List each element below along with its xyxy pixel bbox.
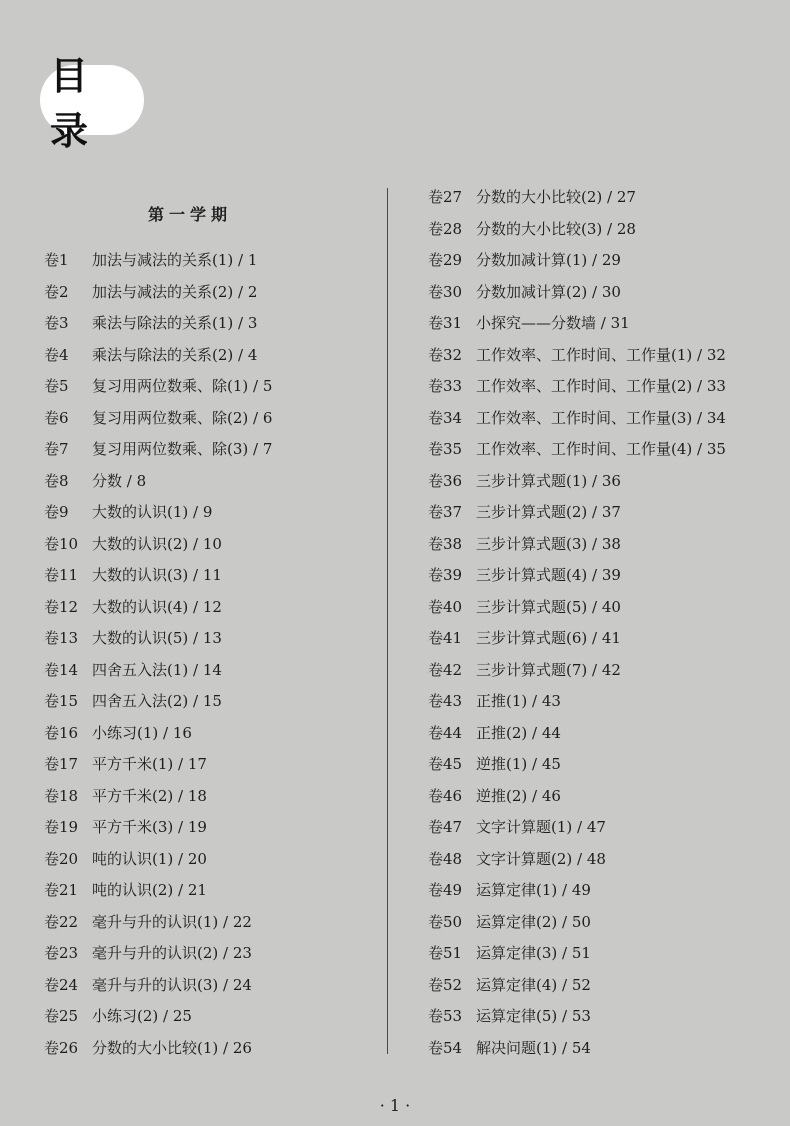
toc-entry-title: 大数的认识(3) / 11 bbox=[92, 566, 222, 584]
toc-entry-number: 卷11 bbox=[44, 566, 79, 584]
toc-entry bbox=[428, 1006, 726, 1038]
toc-entry bbox=[428, 880, 726, 912]
toc-entry bbox=[428, 817, 726, 849]
toc-entry-number: 卷40 bbox=[428, 597, 463, 616]
toc-entry-title: 平方千米(3) / 19 bbox=[92, 818, 207, 836]
toc-entry-title: 运算定律(5) / 53 bbox=[476, 1007, 591, 1025]
toc-entry-title: 吨的认识(2) / 21 bbox=[92, 881, 207, 899]
toc-entry-number: 卷36 bbox=[428, 471, 463, 490]
toc-entry bbox=[428, 282, 726, 314]
toc-entry-number: 卷54 bbox=[428, 1038, 463, 1057]
toc-entry-title: 分数 / 8 bbox=[92, 471, 147, 490]
toc-entry-number: 卷6 bbox=[44, 408, 69, 427]
toc-entry-title: 复习用两位数乘、除(2) / 6 bbox=[92, 408, 273, 427]
toc-entry-number: 卷42 bbox=[428, 660, 463, 679]
toc-entry bbox=[44, 534, 272, 566]
toc-entry bbox=[44, 912, 272, 944]
toc-entry-number: 卷27 bbox=[428, 188, 463, 206]
toc-entry bbox=[428, 376, 726, 408]
toc-entry-title: 工作效率、工作时间、工作量(3) / 34 bbox=[476, 408, 726, 427]
page-number: · 1 · bbox=[379, 1096, 411, 1115]
toc-entry bbox=[44, 565, 272, 597]
toc-entry-title: 分数加减计算(1) / 29 bbox=[476, 251, 621, 269]
toc-entry-title: 大数的认识(4) / 12 bbox=[92, 597, 222, 616]
toc-right-column bbox=[428, 187, 726, 1069]
column-divider bbox=[387, 188, 388, 1054]
toc-entry-number: 卷8 bbox=[44, 471, 69, 490]
toc-entry-title: 加法与减法的关系(1) / 1 bbox=[92, 251, 258, 269]
toc-entry-title: 分数的大小比较(2) / 27 bbox=[476, 188, 636, 206]
toc-entry bbox=[44, 817, 272, 849]
toc-entry bbox=[428, 975, 726, 1007]
toc-entry-title: 文字计算题(1) / 47 bbox=[476, 818, 606, 836]
toc-entry-number: 卷29 bbox=[428, 251, 463, 269]
toc-entry-title: 分数的大小比较(3) / 28 bbox=[476, 219, 636, 238]
toc-entry-title: 四舍五入法(2) / 15 bbox=[92, 692, 222, 710]
toc-entry-number: 卷39 bbox=[428, 566, 463, 584]
toc-entry-title: 工作效率、工作时间、工作量(1) / 32 bbox=[476, 345, 726, 364]
toc-entry-title: 三步计算式题(4) / 39 bbox=[476, 566, 621, 584]
toc-entry-title: 加法与减法的关系(2) / 2 bbox=[92, 282, 258, 301]
toc-entry-title: 正推(2) / 44 bbox=[476, 723, 561, 742]
toc-entry bbox=[428, 723, 726, 755]
toc-entry-number: 卷43 bbox=[428, 692, 463, 710]
toc-entry-title: 分数的大小比较(1) / 26 bbox=[92, 1038, 252, 1057]
toc-entry bbox=[428, 219, 726, 251]
toc-entry-number: 卷25 bbox=[44, 1007, 79, 1025]
toc-entry-title: 复习用两位数乘、除(1) / 5 bbox=[92, 377, 273, 395]
toc-entry bbox=[428, 628, 726, 660]
toc-entry-number: 卷17 bbox=[44, 755, 79, 773]
toc-entry-title: 三步计算式题(7) / 42 bbox=[476, 660, 621, 679]
toc-entry-number: 卷44 bbox=[428, 723, 463, 742]
toc-entry-title: 乘法与除法的关系(2) / 4 bbox=[92, 345, 258, 364]
toc-entry-title: 毫升与升的认识(3) / 24 bbox=[92, 975, 252, 994]
section-title: 第一学期 bbox=[147, 205, 232, 224]
toc-entry-number: 卷45 bbox=[428, 755, 463, 773]
toc-entry bbox=[428, 691, 726, 723]
toc-entry-title: 运算定律(3) / 51 bbox=[476, 944, 591, 962]
toc-entry-title: 三步计算式题(6) / 41 bbox=[476, 629, 621, 647]
toc-entry bbox=[44, 943, 272, 975]
toc-entry bbox=[44, 849, 272, 881]
toc-entry bbox=[428, 660, 726, 692]
toc-entry bbox=[428, 534, 726, 566]
toc-entry-number: 卷52 bbox=[428, 975, 463, 994]
toc-entry bbox=[428, 408, 726, 440]
toc-entry-number: 卷26 bbox=[44, 1038, 79, 1057]
toc-entry-title: 运算定律(2) / 50 bbox=[476, 912, 591, 931]
toc-entry-number: 卷35 bbox=[428, 440, 463, 458]
toc-heading-badge bbox=[40, 54, 144, 153]
toc-entry-number: 卷51 bbox=[428, 944, 463, 962]
toc-entry-number: 卷50 bbox=[428, 912, 463, 931]
toc-entry-title: 吨的认识(1) / 20 bbox=[92, 849, 207, 868]
toc-entry-title: 分数加减计算(2) / 30 bbox=[476, 282, 621, 301]
toc-entry bbox=[44, 376, 272, 408]
toc-entry-title: 逆推(1) / 45 bbox=[476, 755, 561, 773]
toc-entry-number: 卷33 bbox=[428, 377, 463, 395]
toc-entry bbox=[428, 187, 726, 219]
toc-entry bbox=[44, 439, 272, 471]
toc-entry-title: 平方千米(2) / 18 bbox=[92, 786, 207, 805]
toc-entry-number: 卷1 bbox=[44, 251, 69, 269]
toc-entry-title: 运算定律(4) / 52 bbox=[476, 975, 591, 994]
toc-entry bbox=[44, 754, 272, 786]
toc-entry-title: 小练习(1) / 16 bbox=[92, 723, 192, 742]
toc-entry bbox=[428, 849, 726, 881]
toc-entry bbox=[428, 313, 726, 345]
toc-entry-number: 卷46 bbox=[428, 786, 463, 805]
toc-heading: 目录 bbox=[50, 54, 99, 153]
toc-entry-title: 大数的认识(2) / 10 bbox=[92, 534, 222, 553]
toc-entry bbox=[44, 313, 272, 345]
toc-entry bbox=[44, 408, 272, 440]
toc-entry-title: 复习用两位数乘、除(3) / 7 bbox=[92, 440, 273, 458]
toc-entry bbox=[44, 723, 272, 755]
toc-entry-title: 乘法与除法的关系(1) / 3 bbox=[92, 314, 258, 332]
toc-entry bbox=[44, 345, 272, 377]
toc-entry-number: 卷47 bbox=[428, 818, 463, 836]
toc-entry-number: 卷10 bbox=[44, 534, 79, 553]
toc-entry-number: 卷49 bbox=[428, 881, 463, 899]
toc-entry-number: 卷20 bbox=[44, 849, 79, 868]
toc-entry bbox=[44, 691, 272, 723]
toc-entry-title: 工作效率、工作时间、工作量(4) / 35 bbox=[476, 440, 726, 458]
toc-entry bbox=[428, 943, 726, 975]
toc-entry-title: 小探究——分数墙 / 31 bbox=[476, 314, 630, 332]
toc-entry-number: 卷38 bbox=[428, 534, 463, 553]
toc-entry-title: 文字计算题(2) / 48 bbox=[476, 849, 606, 868]
toc-entry-number: 卷23 bbox=[44, 944, 79, 962]
toc-entry-title: 毫升与升的认识(2) / 23 bbox=[92, 944, 252, 962]
toc-entry-number: 卷7 bbox=[44, 440, 69, 458]
toc-entry bbox=[428, 754, 726, 786]
toc-entry-number: 卷4 bbox=[44, 345, 69, 364]
toc-entry-title: 四舍五入法(1) / 14 bbox=[92, 660, 222, 679]
toc-entry-title: 运算定律(1) / 49 bbox=[476, 881, 591, 899]
toc-entry-number: 卷16 bbox=[44, 723, 79, 742]
toc-entry bbox=[44, 1006, 272, 1038]
toc-entry-title: 解决问题(1) / 54 bbox=[476, 1038, 591, 1057]
toc-entry bbox=[428, 1038, 726, 1070]
toc-entry-number: 卷31 bbox=[428, 314, 463, 332]
toc-entry-title: 正推(1) / 43 bbox=[476, 692, 561, 710]
toc-entry-title: 平方千米(1) / 17 bbox=[92, 755, 207, 773]
toc-entry bbox=[44, 1038, 272, 1070]
toc-entry bbox=[44, 597, 272, 629]
toc-entry-number: 卷15 bbox=[44, 692, 79, 710]
toc-entry-number: 卷48 bbox=[428, 849, 463, 868]
toc-entry-number: 卷3 bbox=[44, 314, 69, 332]
toc-entry-number: 卷21 bbox=[44, 881, 79, 899]
toc-entry bbox=[44, 975, 272, 1007]
toc-entry bbox=[44, 880, 272, 912]
toc-entry-number: 卷37 bbox=[428, 503, 463, 521]
toc-entry-number: 卷5 bbox=[44, 377, 69, 395]
toc-entry-title: 三步计算式题(5) / 40 bbox=[476, 597, 621, 616]
toc-entry bbox=[428, 786, 726, 818]
toc-entry bbox=[428, 565, 726, 597]
toc-entry-number: 卷41 bbox=[428, 629, 463, 647]
toc-entry bbox=[428, 502, 726, 534]
toc-entry bbox=[44, 282, 272, 314]
toc-entry bbox=[428, 912, 726, 944]
toc-entry-number: 卷19 bbox=[44, 818, 79, 836]
toc-entry-title: 毫升与升的认识(1) / 22 bbox=[92, 912, 252, 931]
toc-entry-number: 卷9 bbox=[44, 503, 69, 521]
toc-entry bbox=[44, 786, 272, 818]
toc-entry-number: 卷53 bbox=[428, 1007, 463, 1025]
toc-entry-title: 工作效率、工作时间、工作量(2) / 33 bbox=[476, 377, 726, 395]
toc-entry bbox=[44, 250, 272, 282]
toc-entry-title: 大数的认识(5) / 13 bbox=[92, 629, 222, 647]
toc-entry bbox=[428, 439, 726, 471]
toc-entry bbox=[428, 250, 726, 282]
toc-entry-number: 卷14 bbox=[44, 660, 79, 679]
toc-entry-title: 三步计算式题(2) / 37 bbox=[476, 503, 621, 521]
toc-entry bbox=[428, 471, 726, 503]
toc-entry-title: 三步计算式题(1) / 36 bbox=[476, 471, 621, 490]
toc-entry bbox=[428, 345, 726, 377]
toc-entry bbox=[44, 471, 272, 503]
toc-entry-number: 卷18 bbox=[44, 786, 79, 805]
toc-entry bbox=[44, 660, 272, 692]
toc-entry bbox=[44, 628, 272, 660]
toc-entry-title: 逆推(2) / 46 bbox=[476, 786, 561, 805]
toc-entry-number: 卷13 bbox=[44, 629, 79, 647]
toc-entry bbox=[44, 502, 272, 534]
toc-entry-number: 卷2 bbox=[44, 282, 69, 301]
toc-entry-number: 卷12 bbox=[44, 597, 79, 616]
toc-entry bbox=[428, 597, 726, 629]
toc-left-column bbox=[44, 250, 272, 1069]
toc-entry-title: 大数的认识(1) / 9 bbox=[92, 503, 213, 521]
toc-entry-title: 三步计算式题(3) / 38 bbox=[476, 534, 621, 553]
toc-entry-number: 卷22 bbox=[44, 912, 79, 931]
toc-entry-number: 卷24 bbox=[44, 975, 79, 994]
toc-entry-number: 卷32 bbox=[428, 345, 463, 364]
toc-entry-number: 卷34 bbox=[428, 408, 463, 427]
toc-entry-number: 卷30 bbox=[428, 282, 463, 301]
toc-entry-title: 小练习(2) / 25 bbox=[92, 1007, 192, 1025]
toc-entry-number: 卷28 bbox=[428, 219, 463, 238]
